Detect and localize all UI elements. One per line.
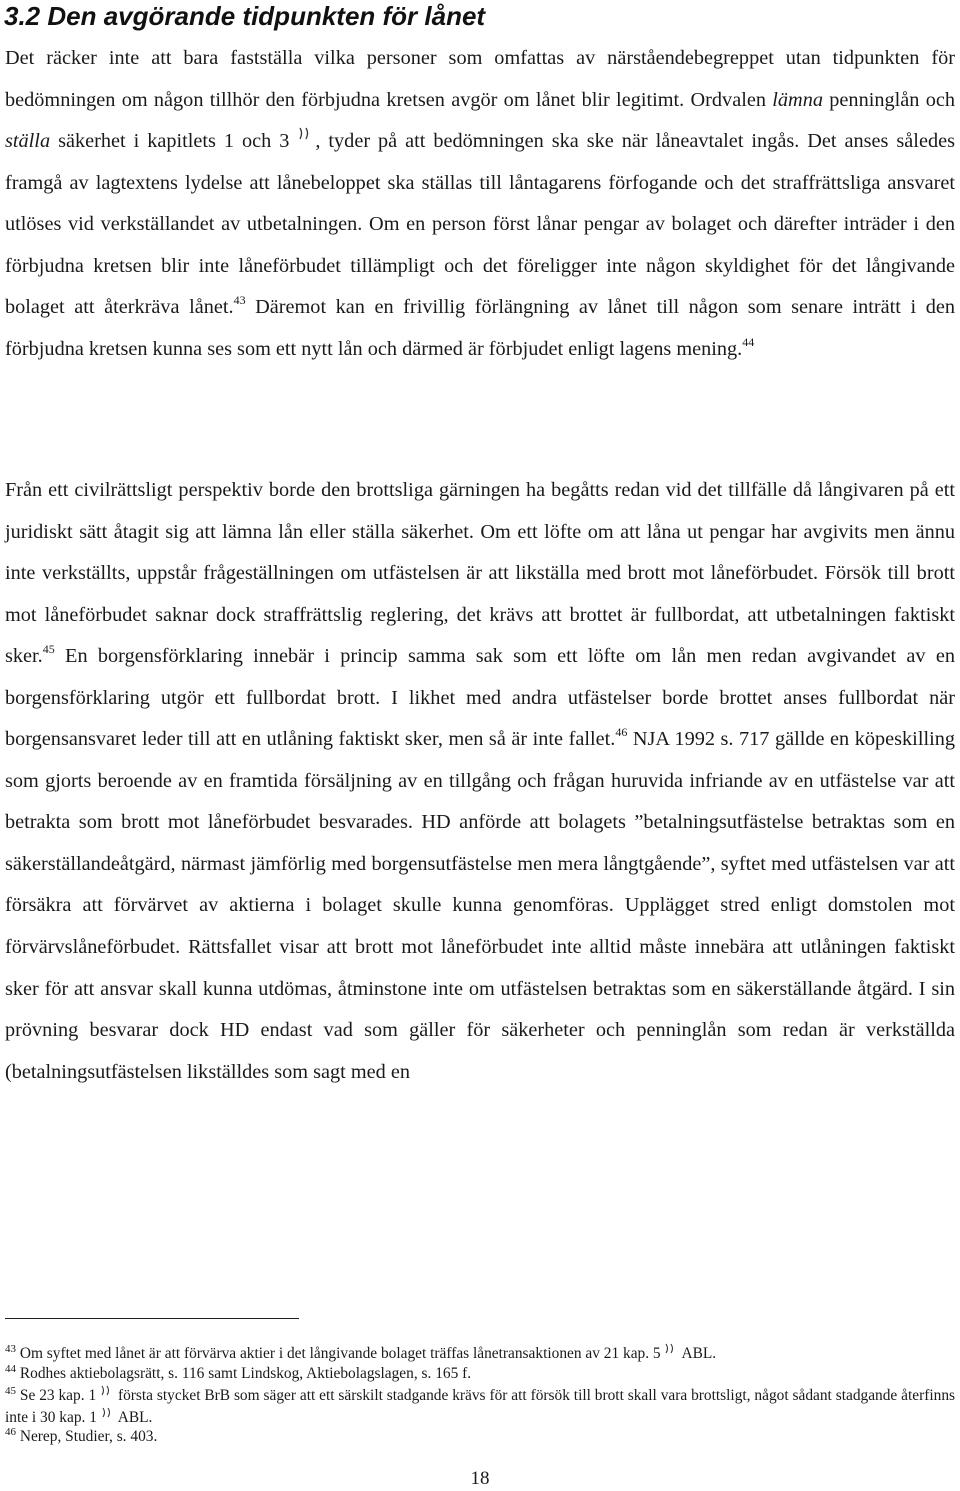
italic-term-lamna: lämna [772,88,823,111]
paragraph-1-text-e: Däremot kan en frivillig förlängning av lånet till någon som senare inträtt i den förbjudna kretsen kunna ses som ett nytt lån och därmed är förbjudet enligt lagens mening. [5,296,955,360]
footnote-number: 44 [5,1363,16,1375]
paragraph-2-text-b: En borgensförklaring innebär i princip samma sak som ett löfte om lån men redan avgivandet av en borgensförklaring utgör ett fullbordat brott. I likhet med andra utfästelser borde brottet anses fullbordat när borgensansvaret leder till att en utlåning faktiskt sker, men så är inte fallet. [5,645,955,751]
paragraph-1-text-d: , tyder på att bedömningen ska ske när låneavtalet ingås. Det anses således framgå av lagtextens lydelse att lånebeloppet ska ställas till låntagarens förfogande och det straffrättsliga ansvaret utlöses vid verkställandet av utbetalningen. Om en person först lånar pengar av bolaget och därefter inträder i den förbjudna kretsen blir inte låneförbudet tillämpligt och det föreligger inte någon skyldighet för det långivande bolaget att återkräva lånet. [5,130,955,318]
section-sign-icon [664,1342,678,1364]
footnote-text-end: ABL. [678,1345,717,1362]
footnote-number: 45 [5,1385,16,1397]
footnote-separator [5,1318,299,1319]
page-number: 18 [470,1468,490,1489]
footnote-number: 43 [5,1343,16,1355]
footnote-ref-46[interactable]: 46 [615,725,628,740]
paragraph-1 [5,38,955,370]
italic-term-stalla: ställa [5,130,51,152]
footnote-ref-44[interactable]: 44 [742,334,755,349]
paragraph-1-text-c: säkerhet i kapitlets 1 och 3 [58,130,290,152]
paragraph-2-text-a: Från ett civilrättsligt perspektiv borde den brottsliga gärningen ha begåtts redan vid det tillfälle då långivaren på ett juridiskt sätt åtagit sig att lämna lån eller ställa säkerhet. Om ett löfte om att låna ut pengar har avgivits men ännu inte verkställts, uppstår frågeställningen om utfästelsen är att likställa med brott mot låneförbudet. Försök till brott mot låneförbudet saknar dock straffrättslig reglering, det krävs att brottet är fullbordat, att utbetalningen faktiskt sker. [5,479,955,668]
paragraph-1-text-b: penninglån och [829,88,955,111]
footnote-text-mid: första stycket BrB som säger att ett särskilt stadgande krävs för att försök till brott skall vara brottsligt, något sådant stadgande återfinns inte i 30 kap. 1 [5,1387,956,1426]
footnote-text-end: ABL. [114,1409,153,1426]
footnote-number: 46 [5,1426,16,1438]
footnote-text: Rodhes aktiebolagsrätt, s. 116 samt Lindskog, Aktiebolagslagen, s. 165 f. [19,1365,472,1382]
footnote-44 [5,1363,955,1384]
footnote-text: Se 23 kap. 1 [19,1387,97,1404]
section-sign-icon [297,121,315,163]
footnote-ref-45[interactable]: 45 [42,642,55,657]
section-sign-icon [101,1406,115,1428]
footnote-text: Om syftet med lånet är att förvärva aktier i det långivande bolaget träffas lånetransaktionen av 21 kap. 5 [19,1345,661,1362]
paragraph-1-text-a: Det räcker inte att bara fastställa vilka personer som omfattas av närståendebegreppet utan tidpunkten för bedömningen om någon tillhör den förbjudna kretsen avgör om lånet blir legitimt. Ordvalen [5,47,955,111]
paragraph-2 [5,470,955,1093]
footnote-46 [5,1426,955,1447]
section-heading: 3.2 Den avgörande tidpunkten för lånet [4,1,486,31]
paragraph-2-text-c: NJA 1992 s. 717 gällde en köpeskilling som gjorts beroende av en framtida försäljning av en tillgång och frågan huruvida infriande av en utfästelse var att betrakta som brott mot låneförbudet besvarades. HD anförde att bolagets ”betalningsutfästelse betraktas som en säkerställandeåtgärd, närmast jämförlig med borgensutfästelse men mera långtgående”, syftet med utfästelsen var att försäkra att förvärvet av aktierna i bolaget skulle kunna genomföras. Upplägget stred enligt domstolen mot förvärvslåneförbudet. Rättsfallet visar att brott mot låneförbudet inte alltid måste innebära att utlåningen faktiskt sker för att ansvar skall kunna utdömas, åtminstone inte om utfästelsen betraktas som en säkerställande åtgärd. I sin prövning besvarar dock HD endast vad som gäller för säkerheter och penninglån som redan är verkställda (betalningsutfästelsen likställdes som sagt med en [5,728,955,1083]
section-sign-icon [100,1384,114,1406]
footnote-ref-43[interactable]: 43 [233,293,246,307]
footnote-43 [5,1342,955,1364]
footnote-45 [5,1384,955,1428]
footnote-text: Nerep, Studier, s. 403. [19,1428,158,1445]
